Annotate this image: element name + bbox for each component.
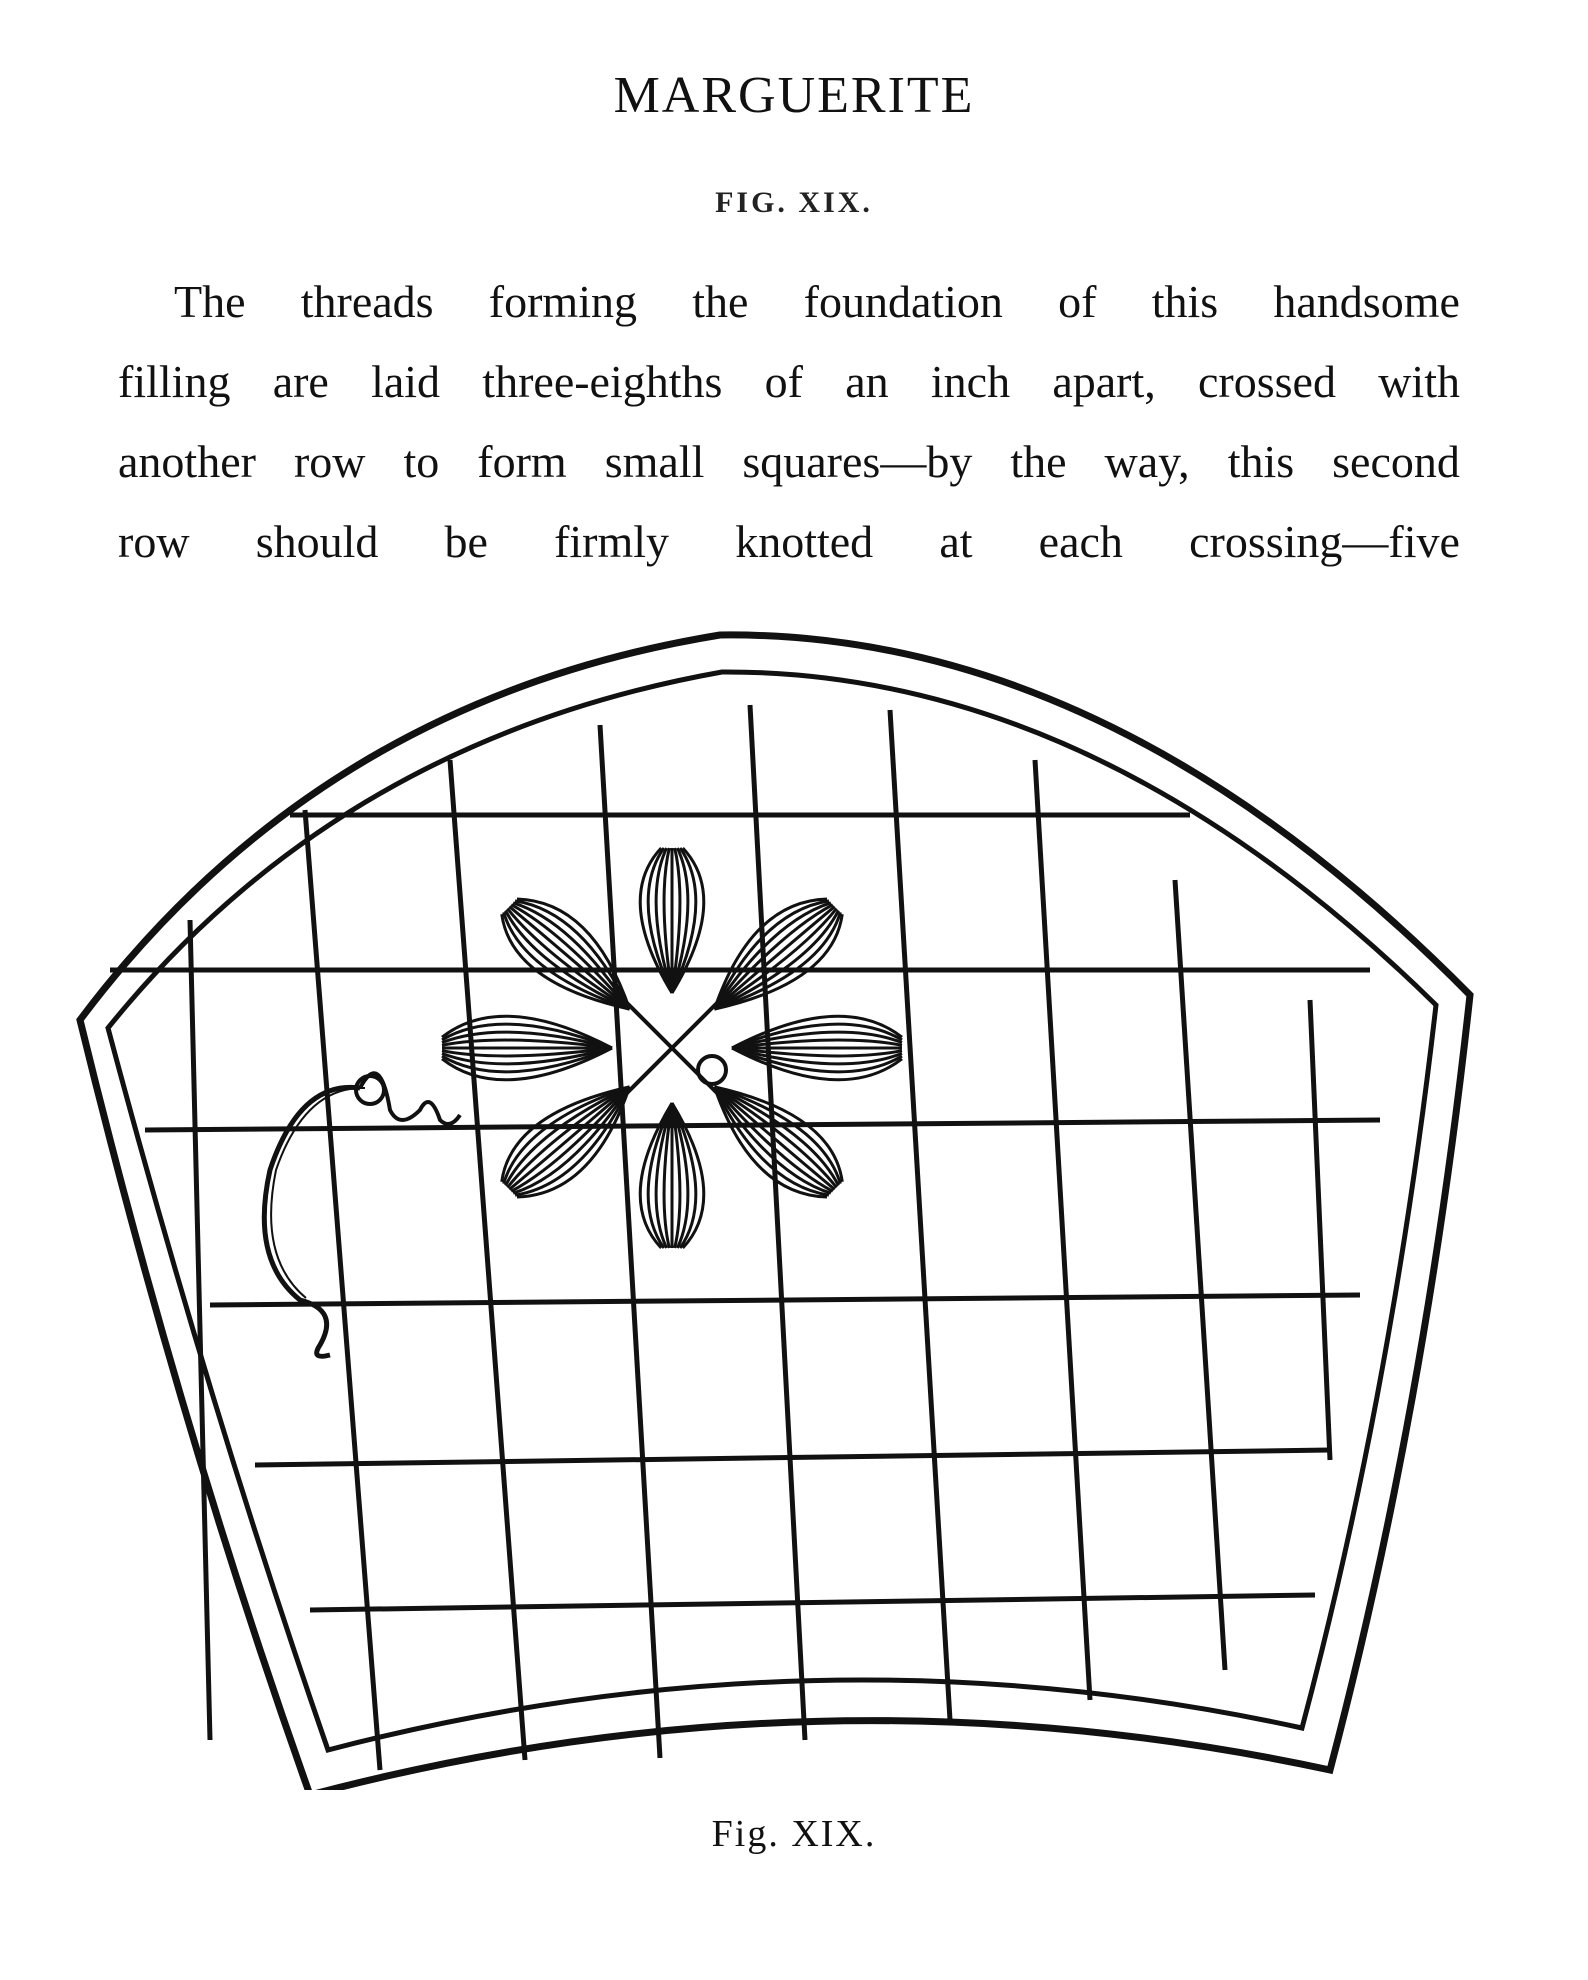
paragraph-line: row should be firmly knotted at each crossing—five: [118, 516, 1460, 567]
marguerite-flower: [442, 848, 902, 1248]
thread-grid: [110, 705, 1380, 1770]
paragraph-line: another row to form small squares—by the way, this second: [118, 436, 1460, 487]
lace-filling-illustration: [60, 610, 1520, 1790]
working-thread: [264, 1073, 460, 1356]
body-paragraph: [118, 262, 1460, 582]
page-heading: MARGUERITE: [613, 67, 975, 124]
figure-label-top: FIG. XIX.: [715, 186, 873, 219]
figure-caption: Fig. XIX.: [711, 1813, 877, 1855]
paragraph-line: filling are laid three-eighths of an inch apart, crossed with: [118, 356, 1460, 407]
paragraph-line: The threads forming the foundation of this handsome: [174, 276, 1460, 327]
